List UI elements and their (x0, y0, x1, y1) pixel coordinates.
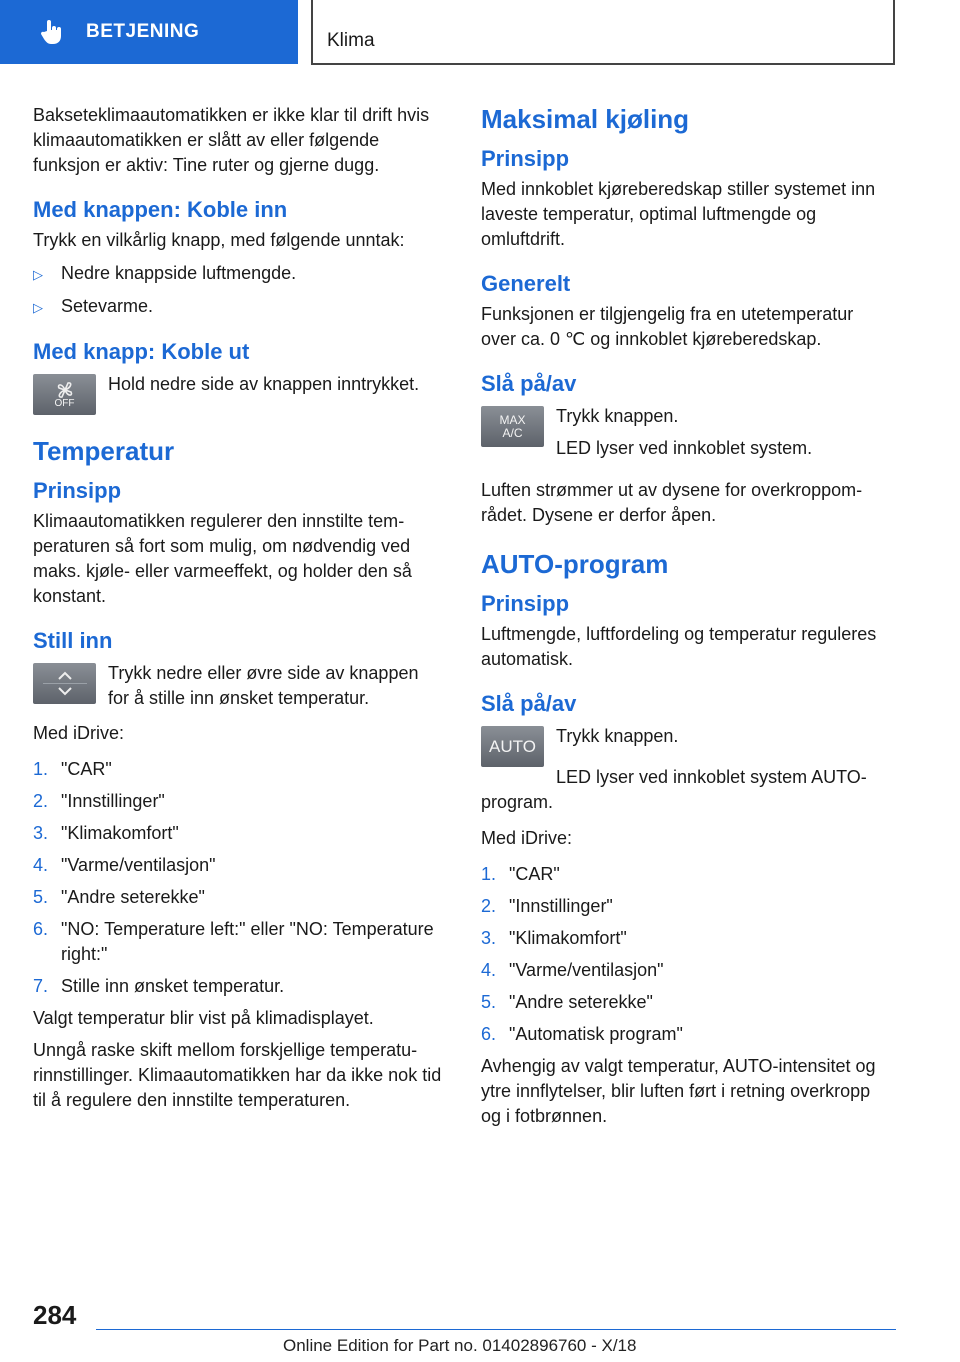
airflow-text: Luften strømmer ut av dysene for overkroppområdet. Dysene er derfor åpen. (481, 480, 863, 525)
fan-icon (54, 381, 76, 399)
list-text: "CAR" (509, 864, 560, 884)
list-number: 7. (33, 976, 49, 996)
max-ac-label-top: MAX (499, 412, 526, 427)
max-ac-button-row (481, 404, 891, 468)
list-item (33, 974, 443, 999)
section-tab (0, 0, 298, 64)
list-text: "Automatisk program" (509, 1024, 683, 1044)
list-text: "Innstillinger" (509, 896, 613, 916)
bullet-item: ▷ Nedre knappside luftmengde. (33, 261, 443, 287)
max-principle-text: Med innkoblet kjøreberedskap stiller systemet inn laveste temperatur, optimal luftmengde og omluftdrift. (481, 179, 876, 249)
triangle-bullet-icon: ▷ (33, 300, 43, 315)
list-item (33, 821, 443, 846)
auto-text-1: Trykk knappen. (556, 726, 679, 746)
after-text-2: Unngå raske skift mellom forskjellige temperaturinnstillinger. Klimaautomatikken har da ikke nok tid til å regulere den innstilte temperaturen. (33, 1040, 442, 1110)
off-button-label: OFF (54, 397, 75, 409)
list-text: "Varme/ventilasjon" (509, 960, 664, 980)
max-ac-text-2: LED lyser ved innkoblet system. (556, 438, 813, 458)
list-number: 4. (33, 855, 49, 875)
switch-on-text: Trykk en vilkårlig knapp, med følgende unntak: (33, 230, 405, 250)
set-heading: Still inn (33, 628, 113, 653)
auto-text-2: LED lyser ved innkoblet system AUTO-program. (481, 767, 867, 812)
footer-divider (96, 1329, 896, 1330)
list-item (33, 757, 443, 782)
principle-heading: Prinsipp (33, 478, 122, 503)
edition-note: Online Edition for Part no. 01402896760 - X/18 (283, 1336, 637, 1355)
list-number: 1. (481, 864, 497, 884)
temp-button-row (33, 661, 443, 711)
list-item (33, 789, 443, 814)
list-item (33, 853, 443, 878)
list-number: 5. (481, 992, 497, 1012)
switch-off-text: Hold nedre side av knappen inntrykket. (108, 374, 420, 394)
left-column (33, 103, 443, 1124)
general-heading: Generelt (481, 271, 571, 296)
auto-idrive-label: Med iDrive: (481, 828, 573, 848)
list-number: 6. (481, 1024, 497, 1044)
list-number: 5. (33, 887, 49, 907)
auto-principle-heading: Prinsipp (481, 591, 570, 616)
page-number: 284 (33, 1300, 77, 1330)
list-number: 2. (481, 896, 497, 916)
list-item (481, 958, 891, 983)
list-item (481, 926, 891, 951)
max-ac-label-bottom: A/C (502, 425, 523, 440)
idrive-label: Med iDrive: (33, 723, 125, 743)
list-item (481, 862, 891, 887)
list-text: "Klimakomfort" (509, 928, 627, 948)
auto-program-heading: AUTO-program (481, 549, 669, 579)
set-text: Trykk nedre eller øvre side av knappen for å stille inn ønsket temperatur. (108, 663, 419, 708)
auto-button-row (481, 724, 891, 767)
list-number: 4. (481, 960, 497, 980)
switch-off-heading: Med knapp: Koble ut (33, 339, 250, 364)
section-title: BETJENING (86, 21, 200, 42)
right-column (481, 103, 891, 1140)
closing-text: Avhengig av valgt temperatur, AUTO-intensitet og ytre innflytelser, blir luften ført i retning overkropp og i fotbrønnen. (481, 1056, 876, 1126)
list-text: "Andre seterekke" (509, 992, 653, 1012)
list-item (481, 990, 891, 1015)
auto-principle-text: Luftmengde, luftfordeling og temperatur reguleres automatisk. (481, 624, 877, 669)
list-item (33, 885, 443, 910)
chevron-down-icon (58, 687, 72, 696)
list-item (33, 917, 443, 967)
auto-idrive-steps-list (481, 862, 891, 1047)
idrive-steps-list (33, 757, 443, 999)
max-ac-button-image (481, 406, 544, 447)
list-text: "Varme/ventilasjon" (61, 855, 216, 875)
general-text: Funksjonen er tilgjengelig fra en utetemperatur over ca. 0 ℃ og innkoblet kjøreberedskap. (481, 304, 854, 349)
chevron-up-icon (58, 671, 72, 680)
max-onoff-heading: Slå på/av (481, 371, 577, 396)
list-text: "Klimakomfort" (61, 823, 179, 843)
hand-pointer-icon (40, 18, 64, 46)
list-item (481, 894, 891, 919)
auto-button-label: AUTO (489, 736, 536, 756)
auto-button-image (481, 726, 544, 767)
list-item (481, 1022, 891, 1047)
auto-onoff-heading: Slå på/av (481, 691, 577, 716)
temperature-rocker-button-image (33, 663, 96, 704)
list-number: 3. (33, 823, 49, 843)
list-number: 3. (481, 928, 497, 948)
principle-text: Klimaautomatikken regulerer den innstilte temperaturen så fort som mulig, om nødvendig ved maks. kjøle- eller varmeeffekt, og holder den så konstant. (33, 511, 412, 606)
list-text: "Innstillinger" (61, 791, 165, 811)
bullet-item: ▷ Setevarme. (33, 294, 443, 320)
list-text: "CAR" (61, 759, 112, 779)
after-text-1: Valgt temperatur blir vist på klimadisplayet. (33, 1008, 374, 1028)
max-principle-heading: Prinsipp (481, 146, 570, 171)
chapter-box (311, 0, 895, 65)
fan-off-button-image (33, 374, 96, 415)
list-text: Stille inn ønsket temperatur. (61, 976, 285, 996)
switch-on-heading: Med knappen: Koble inn (33, 197, 288, 222)
temperature-heading: Temperatur (33, 436, 175, 466)
max-ac-text-1: Trykk knappen. (556, 406, 679, 426)
list-text: "NO: Temperature left:" eller "NO: Temperature right:" (61, 919, 434, 964)
list-number: 6. (33, 919, 49, 939)
max-cooling-heading: Maksimal kjøling (481, 104, 690, 134)
list-number: 2. (33, 791, 49, 811)
list-text: "Andre seterekke" (61, 887, 205, 907)
intro-paragraph: Bakseteklimaautomatikken er ikke klar til drift hvis klimaautomatikken er slått av eller følgende funksjon er aktiv: Tine ruter og gjerne dugg. (33, 105, 430, 175)
list-number: 1. (33, 759, 49, 779)
chapter-title: Klima (327, 30, 375, 51)
off-button-row (33, 372, 443, 415)
triangle-bullet-icon: ▷ (33, 267, 43, 282)
